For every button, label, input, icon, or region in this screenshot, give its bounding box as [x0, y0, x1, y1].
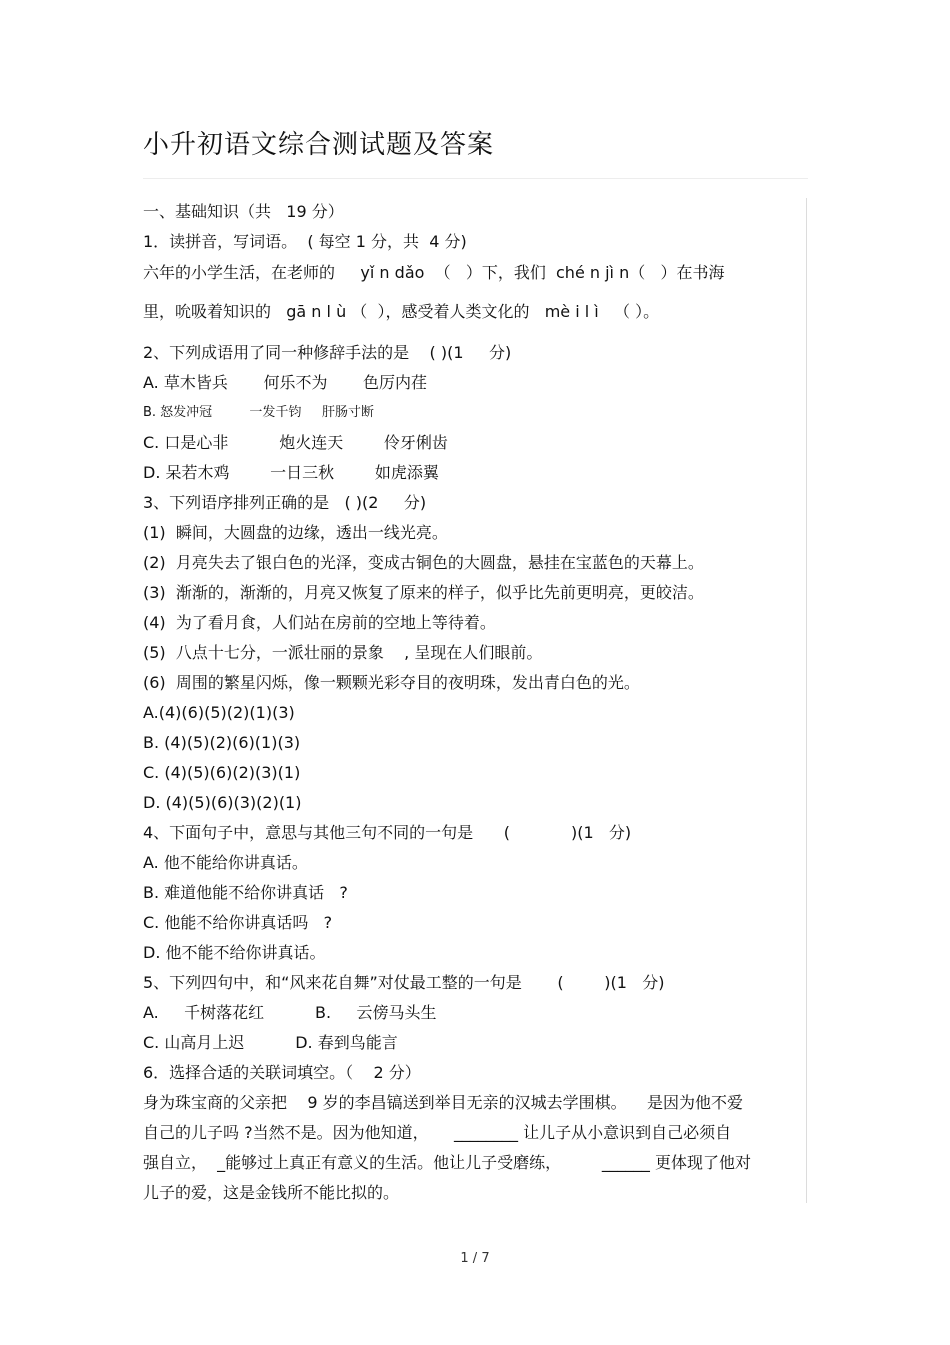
question-3-option: D. (4)(5)(6)(3)(2)(1) — [143, 793, 302, 812]
question-3-sentence: (2) 月亮失去了银白色的光泽，变成古铜色的大圆盘，悬挂在宝蓝色的天幕上。 — [143, 553, 704, 572]
question-5-option: C. 山高月上迟 D. 春到鸟能言 — [143, 1033, 398, 1052]
question-4-option: C. 他能不给你讲真话吗 ? — [143, 913, 333, 932]
question-3-sentence: (6) 周围的繁星闪烁，像一颗颗光彩夺目的夜明珠，发出青白色的光。 — [143, 673, 640, 692]
page-number: 1 / 7 — [460, 1251, 490, 1266]
question-3-option: C. (4)(5)(6)(2)(3)(1) — [143, 763, 301, 782]
question-3-sentence: (4) 为了看月食，人们站在房前的空地上等待着。 — [143, 613, 496, 632]
question-6-passage: 强自立， _能够过上真正有意义的生活。他让儿子受磨练， ______ 更体现了他对 — [143, 1153, 751, 1172]
question-3-option: A.(4)(6)(5)(2)(1)(3) — [143, 703, 295, 722]
question-3-stem: 3、下列语序排列正确的是 ( )(2 分) — [143, 493, 427, 512]
question-6-stem: 6．选择合适的关联词填空。（ 2 分） — [143, 1063, 421, 1082]
section-heading: 一、基础知识（共 19 分） — [143, 202, 344, 221]
question-2-option: C. 口是心非 炮火连天 伶牙俐齿 — [143, 433, 448, 452]
question-3-option: B. (4)(5)(2)(6)(1)(3) — [143, 733, 301, 752]
title-divider — [143, 178, 808, 179]
question-6-passage: 自己的儿子吗 ?当然不是。因为他知道， ________ 让儿子从小意识到自己必须自 — [143, 1123, 732, 1142]
question-3-sentence: (1) 瞬间，大圆盘的边缘，透出一线光亮。 — [143, 523, 448, 542]
question-3-sentence: (3) 渐渐的，渐渐的，月亮又恢复了原来的样子，似乎比先前更明亮，更皎洁。 — [143, 583, 704, 602]
question-6-passage: 身为珠宝商的父亲把 9 岁的李昌镐送到举目无亲的汉城去学围棋。 是因为他不爱 — [143, 1093, 743, 1112]
question-2-option: B. 怒发冲冠 一发千钧 肝肠寸断 — [143, 405, 375, 420]
question-5-option: A. 千树落花红 B. 云傍马头生 — [143, 1003, 437, 1022]
question-4-option: A. 他不能给你讲真话。 — [143, 853, 308, 872]
question-3-sentence: (5) 八点十七分，一派壮丽的景象 , 呈现在人们眼前。 — [143, 643, 543, 662]
question-2-stem: 2、下列成语用了同一种修辞手法的是 ( )(1 分) — [143, 343, 512, 362]
question-5-stem: 5、下列四句中，和“风来花自舞”对仗最工整的一句是 ( )(1 分) — [143, 973, 665, 992]
page-title: 小升初语文综合测试题及答案 — [143, 130, 495, 160]
question-1-stem: 1．读拼音，写词语。 ( 每空 1 分，共 4 分) — [143, 232, 467, 251]
question-6-passage: 儿子的爱，这是金钱所不能比拟的。 — [143, 1183, 400, 1202]
question-1-text: 里，吮吸着知识的 gā n l ù （ ），感受着人类文化的 mè i l ì （ ）。 — [143, 302, 660, 321]
question-2-option: D. 呆若木鸡 一日三秋 如虎添翼 — [143, 463, 439, 482]
question-4-option: D. 他不能不给你讲真话。 — [143, 943, 326, 962]
question-4-option: B. 难道他能不给你讲真话 ? — [143, 883, 348, 902]
question-2-option: A. 草木皆兵 何乐不为 色厉内荏 — [143, 373, 428, 392]
question-1-text: 六年的小学生活，在老师的 yǐ n dǎo （ ）下，我们 ché n jì n（ ）在书海 — [143, 263, 725, 282]
margin-rule — [806, 198, 807, 1203]
question-4-stem: 4、下面句子中，意思与其他三句不同的一句是 ( )(1 分) — [143, 823, 632, 842]
